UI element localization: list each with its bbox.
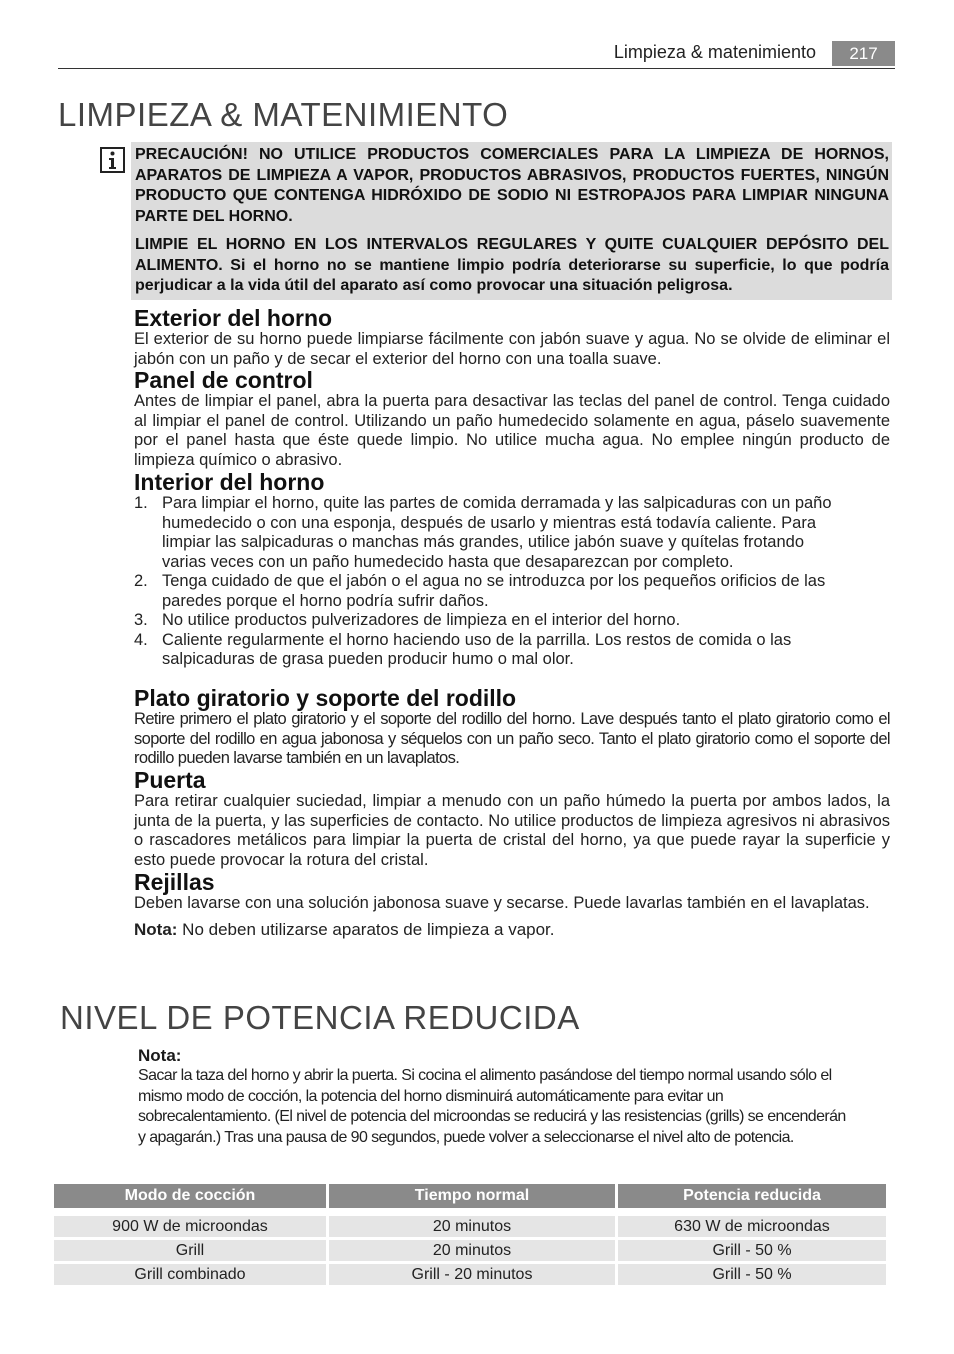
table-cell: 900 W de microondas <box>54 1216 326 1237</box>
table-cell: 20 minutos <box>329 1240 615 1261</box>
table-row <box>54 1240 886 1261</box>
subheading-interior: Interior del horno <box>134 469 325 495</box>
rejillas-section <box>134 870 890 940</box>
interior-section <box>134 470 890 670</box>
panel-section <box>134 368 890 470</box>
plato-text: Retire primero el plato giratorio y el soporte del rodillo del horno. Lave después tanto el plato giratorio como el soporte del rodillo en agua jabonosa y séquelos con un paño seco. Tanto el plato giratorio como el soporte del rodillo pueden lavarse también en un lavaplatos. <box>134 710 890 767</box>
table-cell: 630 W de microondas <box>618 1216 886 1237</box>
info-icon <box>100 147 125 173</box>
subheading-rejillas: Rejillas <box>134 869 215 895</box>
page-number: 217 <box>832 41 895 66</box>
table-cell: Grill combinado <box>54 1264 326 1285</box>
potencia-note <box>138 1045 848 1148</box>
exterior-text: El exterior de su horno puede limpiarse fácilmente con jabón suave y agua. No se olvide de eliminar el jabón con un paño y de secar el exterior del horno con una toalla suave. <box>134 330 890 368</box>
warning-box <box>131 142 892 300</box>
warning-text-2-upper: LIMPIE EL HORNO EN LOS INTERVALOS REGULARES Y QUITE CUALQUIER DEPÓSITO DEL ALIMENTO. <box>135 236 889 274</box>
table-row <box>54 1264 886 1285</box>
column-header: Tiempo normal <box>329 1184 615 1208</box>
plato-section <box>134 686 890 769</box>
note-text: No deben utilizarse aparatos de limpieza a vapor. <box>177 919 555 939</box>
power-table <box>51 1181 889 1288</box>
column-header: Modo de cocción <box>54 1184 326 1208</box>
table-row <box>54 1216 886 1237</box>
header-divider <box>58 68 895 69</box>
section-title-limpieza: LIMPIEZA & MATENIMIENTO <box>58 96 509 133</box>
warning-text-1: PRECAUCIÓN! NO UTILICE PRODUCTOS COMERCIALES PARA LA LIMPIEZA DE HORNOS, APARATOS DE LIMPIEZA A VAPOR, PRODUCTOS ABRASIVOS, PRODUCTOS FUERTES, NINGÚN PRODUCTO QUE CONTENGA HIDRÓXIDO DE SODIO NI ESTROPAJOS PARA LIMPIAR NINGUNA PARTE DEL HORNO. <box>135 146 889 225</box>
subheading-panel: Panel de control <box>134 367 313 393</box>
rejillas-text: Deben lavarse con una solución jabonosa suave y secarse. Puede lavarlas también en el lavaplatas. <box>134 894 870 912</box>
note-label: Nota: <box>138 1046 182 1065</box>
column-header: Potencia reducida <box>618 1184 886 1208</box>
subheading-puerta: Puerta <box>134 767 206 793</box>
table-cell: Grill <box>54 1240 326 1261</box>
list-item: 1. Para limpiar el horno, quite las partes de comida derramada y las salpicaduras con un paño humedecido o con una esponja, después de usarlo y mientras está todavía caliente. Para limpiar las salpicaduras o manchas más grandes, utilice jabón suave y quítelas frotando varias veces con un paño humedecido hasta que desaparezcan por completo. <box>134 494 832 571</box>
table-cell: Grill - 20 minutos <box>329 1264 615 1285</box>
table-header-row <box>54 1184 886 1208</box>
section-title-potencia: NIVEL DE POTENCIA REDUCIDA <box>60 999 580 1036</box>
puerta-section <box>134 768 890 870</box>
table-cell: Grill - 50 % <box>618 1240 886 1261</box>
note-text: Sacar la taza del horno y abrir la puerta. Si cocina el alimento pasándose del tiempo normal usando sólo el mismo modo de cocción, la potencia del horno disminuirá automáticamente para evitar un sobrecalentamiento. (El nivel de potencia del microondas se reducirá y las resistencias (grills) se encenderán y apagarán.) Tras una pausa de 90 segundos, puede volver a seleccionarse el nivel alto de potencia. <box>138 1067 846 1146</box>
subheading-exterior: Exterior del horno <box>134 305 333 331</box>
exterior-section <box>134 306 890 369</box>
rejillas-note <box>134 920 890 940</box>
warning-text-2 <box>135 235 889 297</box>
subheading-plato: Plato giratorio y soporte del rodillo <box>134 685 517 711</box>
table-cell: Grill - 50 % <box>618 1264 886 1285</box>
warning-text-2-rest: Si el horno no se mantiene limpio podría deteriorarse su superficie, lo que podría perjudicar a la vida útil del aparato así como provocar una situación peligrosa. <box>135 256 889 294</box>
puerta-text: Para retirar cualquier suciedad, limpiar a menudo con un paño húmedo la puerta por ambos lados, la junta de la puerta, y las superficies de contacto. No utilice productos de limpieza agresivos ni abrasivos o rascadores metálicos para limpiar la puerta de cristal del horno, ya que puede rayar la superficie y esto puede provocar la rotura del cristal. <box>134 792 890 869</box>
running-header-title: Limpieza & matenimiento <box>613 42 816 62</box>
list-item: 3. No utilice productos pulverizadores de limpieza en el interior del horno. <box>134 611 681 629</box>
list-item: 4. Caliente regularmente el horno haciendo uso de la parrilla. Los restos de comida o las salpicaduras de grasa pueden producir humo o mal olor. <box>134 630 792 668</box>
list-item: 2. Tenga cuidado de que el jabón o el agua no se introduzca por los pequeños orificios de las paredes porque el horno podría sufrir daños. <box>134 572 826 610</box>
note-label: Nota: <box>134 919 178 939</box>
table-cell: 20 minutos <box>329 1216 615 1237</box>
panel-text: Antes de limpiar el panel, abra la puerta para desactivar las teclas del panel de control. Tenga cuidado al limpiar el panel de control. Utilizando un paño humedecido solamente en agua, páselo suavemente por el panel hasta que éste quede limpio. No utilice mucha agua. No emplee ningún producto de limpieza químico o abrasivo. <box>134 392 890 469</box>
interior-list <box>134 494 890 670</box>
